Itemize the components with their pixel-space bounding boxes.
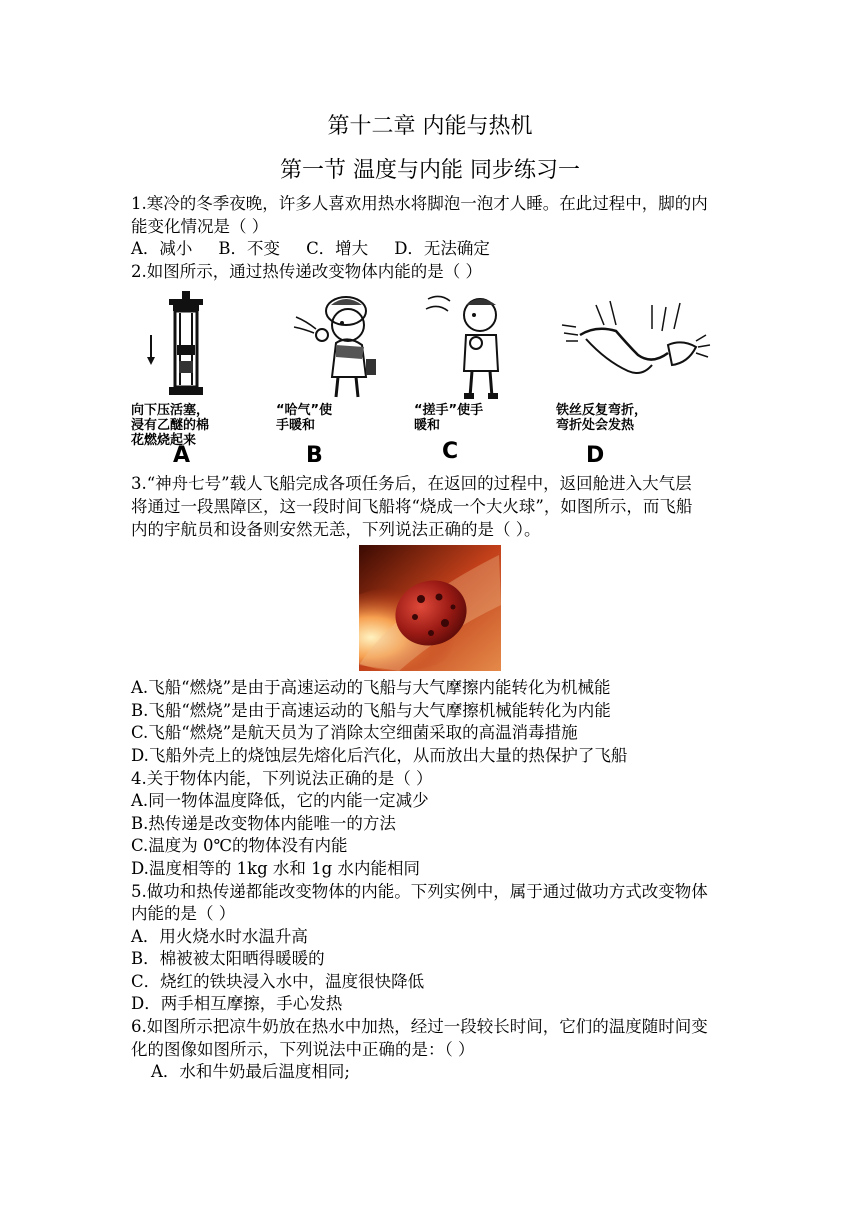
q2-figure-d-caption: 铁丝反复弯折， 弯折处会发热 bbox=[556, 403, 648, 434]
q3-figure bbox=[131, 545, 731, 675]
q5-stem-line2: 内能的是（ ） bbox=[131, 904, 236, 924]
person-blowing-on-hands-illustration bbox=[276, 285, 416, 405]
q1-option-d: D．无法确定 bbox=[394, 239, 490, 259]
q2-figure-c-letter: C bbox=[442, 439, 459, 465]
q4-option-d: D.温度相等的 1kg 水和 1g 水内能相同 bbox=[131, 858, 420, 878]
q3-option-d: D.飞船外壳上的烧蚀层先熔化后汽化，从而放出大量的热保护了飞船 bbox=[131, 745, 628, 765]
q2-figure-c bbox=[414, 285, 554, 473]
q2-stem: 2.如图所示，通过热传递改变物体内能的是（ ） bbox=[131, 261, 482, 281]
q4-option-b: B.热传递是改变物体内能唯一的方法 bbox=[131, 813, 396, 833]
q1-option-a: A．减小 bbox=[131, 239, 193, 259]
q2-figure-a-letter: A bbox=[173, 443, 191, 469]
q2-figure-d-letter: D bbox=[586, 443, 605, 469]
q3-stem-line1: 3.“神舟七号”载人飞船完成各项任务后，在返回的过程中，返回舱进入大气层 bbox=[131, 474, 692, 494]
q4-option-a: A.同一物体温度降低，它的内能一定减少 bbox=[131, 791, 429, 811]
q4-option-c: C.温度为 0℃的物体没有内能 bbox=[131, 836, 348, 856]
q2-figure-a-caption: 向下压活塞， 浸有乙醚的棉 花燃烧起来 bbox=[131, 403, 210, 449]
q2-figure-row bbox=[131, 285, 731, 473]
q6-option-a: A．水和牛奶最后温度相同; bbox=[151, 1062, 350, 1082]
q2-figure-b bbox=[276, 285, 416, 473]
section-title: 第一节 温度与内能 同步练习一 bbox=[280, 158, 580, 183]
person-rubbing-hands-illustration bbox=[414, 285, 554, 405]
q2-figure-b-letter: B bbox=[306, 443, 323, 469]
q1-stem-line2: 能变化情况是（ ） bbox=[131, 216, 269, 236]
q3-stem-line2: 将通过一段黑障区，这一段时间飞船将“烧成一个大火球”，如图所示，而飞船 bbox=[131, 496, 693, 516]
chapter-title: 第十二章 内能与热机 bbox=[327, 114, 533, 139]
question-list bbox=[131, 193, 731, 1084]
q3-option-c: C.飞船“燃烧”是航天员为了消除太空细菌采取的高温消毒措施 bbox=[131, 723, 578, 743]
q5-stem-line1: 5.做功和热传递都能改变物体的内能。下列实例中，属于通过做功方式改变物体 bbox=[131, 881, 708, 901]
piston-cylinder-illustration bbox=[131, 285, 271, 405]
q3-option-b: B.飞船“燃烧”是由于高速运动的飞船与大气摩擦机械能转化为内能 bbox=[131, 700, 611, 720]
q2-figure-d bbox=[556, 285, 696, 473]
q6-stem-line2: 化的图像如图所示，下列说法中正确的是：（ ） bbox=[131, 1039, 475, 1059]
q3-stem-line3: 内的宇航员和设备则安然无恙，下列说法正确的是（ ）。 bbox=[131, 519, 541, 539]
q4-stem: 4.关于物体内能，下列说法正确的是（ ） bbox=[131, 768, 433, 788]
q5-option-d: D．两手相互摩擦，手心发热 bbox=[131, 994, 343, 1014]
q2-figure-b-caption: “哈气”使 手暖和 bbox=[276, 403, 333, 434]
q6-stem-line1: 6.如图所示把凉牛奶放在热水中加热，经过一段较长时间，它们的温度随时间变 bbox=[131, 1017, 708, 1037]
q1-options bbox=[131, 238, 731, 261]
q1-option-b: B．不变 bbox=[218, 239, 281, 259]
q5-option-b: B．棉被被太阳晒得暖暖的 bbox=[131, 949, 325, 969]
q5-option-a: A．用火烧水时水温升高 bbox=[131, 926, 308, 946]
q1-option-c: C．增大 bbox=[306, 239, 369, 259]
q1-stem-line1: 1.寒冷的冬季夜晚，许多人喜欢用热水将脚泡一泡才人睡。在此过程中，脚的内 bbox=[131, 194, 708, 213]
q2-figure-a bbox=[131, 285, 271, 473]
q3-option-a: A.飞船“燃烧”是由于高速运动的飞船与大气摩擦内能转化为机械能 bbox=[131, 678, 611, 698]
reentry-capsule-fireball-photo bbox=[359, 545, 501, 671]
q2-figure-c-caption: “搓手”使手 暖和 bbox=[414, 403, 484, 434]
bending-wire-hands-illustration bbox=[556, 285, 716, 405]
q5-option-c: C．烧红的铁块浸入水中，温度很快降低 bbox=[131, 971, 425, 991]
